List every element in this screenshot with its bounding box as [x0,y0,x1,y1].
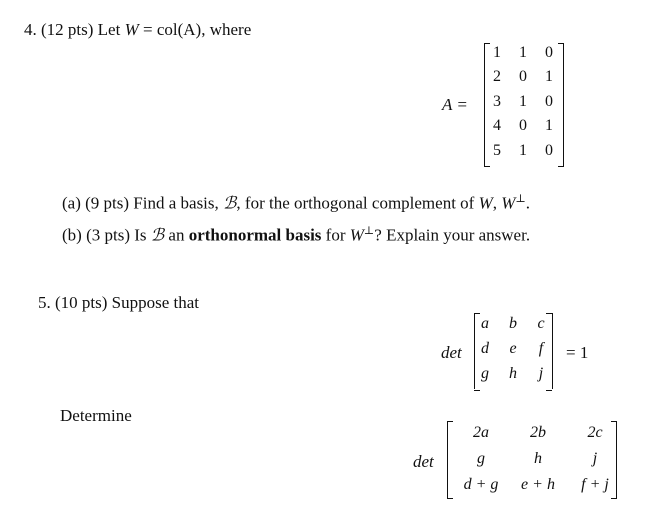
matrix-A-cell: 0 [545,92,553,110]
determine-label: Determine [60,406,132,425]
q5-heading [38,293,199,313]
q4-points: (12 pts) [41,20,94,39]
matrix-A-cell: 5 [493,141,501,159]
matrix-2 [447,421,617,499]
matrix-A-cell: 3 [493,92,501,110]
q4-where: where [209,20,252,39]
part-b-text2: an [168,225,185,245]
matrix-A-cell: 0 [545,44,553,61]
matrix-A-cell: 1 [545,68,553,86]
part-a-W: W [478,193,493,213]
matrix-A-cell: 4 [493,117,501,135]
part-a-text2: , for the orthogonal complement of [236,193,475,213]
matrix-2-cell: j [592,450,598,467]
matrix-1-cell: b [509,315,517,332]
part-a-text: Find a basis, [133,193,219,213]
q4-heading [24,20,251,40]
q5-intro: Suppose that [111,293,200,312]
matrix-1-cell: h [509,365,517,382]
matrix-2-cell: e + h [521,476,555,493]
part-b-perp: ⊥ [363,225,375,237]
q4-part-a [62,192,530,214]
q4-number: 4. [24,20,37,39]
matrix-1-cell: g [481,365,489,382]
matrix-A-cell: 1 [493,44,501,61]
q5-number: 5. [38,293,51,312]
part-b-label: (b) [62,225,82,245]
part-a-sep: , [492,193,498,213]
part-a-end: . [525,193,531,213]
matrix-2-cell: g [477,450,485,467]
part-a-label: (a) [62,193,81,213]
det-label-2: det [413,452,434,471]
part-b-Wperp: W [349,225,364,245]
matrix-A-cell: 1 [519,92,527,110]
matrix-1-cell: j [538,365,544,382]
matrix-A-cell: 0 [519,117,527,135]
matrix-1 [474,313,554,391]
part-a-Wperp: W [501,193,516,213]
matrix-2-cell: d + g [463,476,499,493]
matrix-2-cell: h [534,450,542,467]
q4-part-b [62,224,530,246]
q5-points: (10 pts) [55,293,108,312]
part-b-B: ℬ [150,225,165,245]
matrix-A-label: A = [442,95,468,114]
matrix-A-cell: 0 [545,141,553,159]
matrix-A-cell: 1 [519,141,527,159]
det-label-1: det [441,343,462,362]
matrix-A-cell: 0 [519,68,527,86]
det-equals-value: = 1 [566,343,589,362]
part-b-text4: ? Explain your answer. [374,225,531,245]
part-b-text: Is [134,225,147,245]
matrix-2-cell: 2c [587,424,603,441]
part-b-points: (3 pts) [86,225,130,245]
part-a-perp: ⊥ [515,193,526,205]
matrix-1-cell: d [481,340,489,357]
part-a-points: (9 pts) [85,193,130,213]
q4-W: W [124,20,139,39]
part-b-text3: for [325,225,346,245]
matrix-2-cell: 2b [530,424,546,441]
q4-col: col(A), [156,20,206,39]
q4-eq: = [143,20,153,39]
part-a-B: ℬ [223,193,237,213]
matrix-2-cell: f + j [581,476,609,493]
matrix-2-cell: 2a [473,424,489,441]
part-b-bold: orthonormal basis [188,225,322,245]
matrix-1-cell: e [509,340,517,357]
matrix-A-cell: 1 [519,44,527,61]
matrix-A-cell: 1 [545,117,553,135]
matrix-1-cell: a [481,315,489,332]
q4-intro-pre: Let [97,20,121,39]
matrix-1-cell: c [537,315,545,332]
matrix-A [484,43,564,167]
matrix-1-cell: f [538,340,544,357]
matrix-A-cell: 2 [493,68,501,86]
